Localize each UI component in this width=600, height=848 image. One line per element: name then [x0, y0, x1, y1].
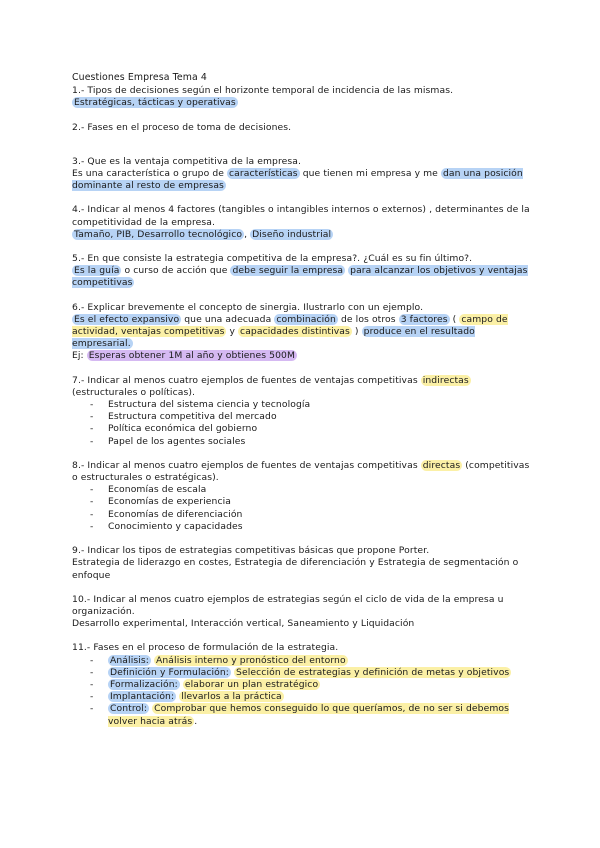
- question-7: 7.- Indicar al menos cuatro ejemplos de fuentes de ventajas competitivas indirectas (estructurales o políticas).: [72, 374, 469, 398]
- answer-6-highlight-5: capacidades distintivas: [240, 326, 350, 338]
- document-title: Cuestiones Empresa Tema 4: [72, 72, 207, 83]
- answer-6-highlight-3: 3 factores: [400, 313, 448, 325]
- answer-6-highlight-6: produce en el resultado empresarial.: [72, 326, 475, 350]
- phase-label: Formalización:: [110, 678, 178, 690]
- answer-3: Es una característica o grupo de características que tienen mi empresa y me dan una posición dominante al resto de empresas: [72, 168, 523, 192]
- list-8: [72, 484, 532, 533]
- phase-label: Control:: [110, 703, 148, 715]
- list-item: - Política económica del gobierno: [90, 423, 532, 435]
- phase-label: Implantación:: [110, 691, 175, 703]
- question-6: 6.- Explicar brevemente el concepto de sinergia. Ilustrarlo con un ejemplo.: [72, 301, 424, 313]
- question-11: 11.- Fases en el proceso de formulación de la estrategia.: [72, 642, 339, 654]
- answer-3-highlight-1: características: [229, 168, 298, 180]
- answer-6-highlight-2: combinación: [276, 313, 336, 325]
- question-9: 9.- Indicar los tipos de estrategias competitivas básicas que propone Porter.: [72, 545, 430, 557]
- list-item: - Control: Comprobar que hemos conseguido lo que queríamos, de no ser si debemos volver hacia atrás .: [90, 703, 532, 727]
- document-page: [72, 72, 532, 728]
- answer-5-highlight-3: para alcanzar los objetivos y ventajas competitivas: [72, 265, 528, 289]
- answer-3-highlight-2: dan una posición dominante al resto de empresas: [72, 168, 523, 192]
- list-item: [90, 667, 532, 679]
- answer-4-highlight-1: Tamaño, PIB, Desarrollo tecnológico: [74, 228, 243, 240]
- answer-1: [72, 97, 532, 109]
- answer-6-highlight-4: campo de actividad, ventajas competitivas: [72, 313, 508, 338]
- phase-text: Análisis interno y pronóstico del entorno: [156, 654, 346, 666]
- question-4: 4.- Indicar al menos 4 factores (tangibles o intangibles internos o externos) , determinantes de la competitividad de la empresa.: [72, 204, 530, 228]
- list-7: [72, 399, 532, 448]
- phase-text: llevarlos a la práctica: [181, 691, 282, 703]
- list-item: - Economías de diferenciación: [90, 509, 532, 521]
- answer-5: Es la guía o curso de acción que debe seguir la empresa para alcanzar los objetivos y ventajas competitivas: [72, 265, 528, 289]
- list-item: - Papel de los agentes sociales: [90, 436, 532, 448]
- list-item: [90, 655, 532, 667]
- phase-text: elaborar un plan estratégico: [184, 678, 319, 690]
- answer-1-highlight: Estratégicas, tácticas y operativas: [74, 97, 236, 109]
- phase-text: Comprobar que hemos conseguido lo que queríamos, de no ser si debemos volver hacia atrás: [108, 703, 509, 727]
- answer-6: Es el efecto expansivo que una adecuada combinación de los otros 3 factores ( campo de actividad, ventajas competitivas y capacidades distintivas ) produce en el resultado empresarial.: [72, 313, 508, 350]
- answer-10: Desarrollo experimental, Interacción vertical, Saneamiento y Liquidación: [72, 618, 415, 630]
- list-11: [72, 655, 532, 728]
- list-item: - Economías de escala: [90, 484, 532, 496]
- question-8: 8.- Indicar al menos cuatro ejemplos de fuentes de ventajas competitivas directas (competitivas o estructurales o estratégicas).: [72, 459, 530, 484]
- question-7-highlight: indirectas: [422, 374, 469, 386]
- question-5: 5.- En que consiste la estrategia competitiva de la empresa?. ¿Cuál es su fin último?.: [72, 253, 473, 265]
- answer-4-highlight-2: Diseño industrial: [252, 228, 332, 240]
- answer-6-highlight-1: Es el efecto expansivo: [74, 313, 180, 325]
- list-item: - Estructura competitiva del mercado: [90, 411, 532, 423]
- list-item: - Economías de experiencia: [90, 496, 532, 508]
- answer-9: Estrategia de liderazgo en costes, Estrategia de diferenciación y Estrategia de segmentación o enfoque: [72, 557, 519, 581]
- example-6-highlight: Esperas obtener 1M al año y obtienes 500M: [88, 350, 296, 362]
- question-10: 10.- Indicar al menos cuatro ejemplos de estrategias según el ciclo de vida de la empresa u organización.: [72, 593, 504, 617]
- question-1: 1.- Tipos de decisiones según el horizonte temporal de incidencia de las mismas.: [72, 85, 454, 97]
- answer-4: Tamaño, PIB, Desarrollo tecnológico , Diseño industrial: [74, 228, 332, 240]
- answer-5-highlight-1: Es la guía: [74, 265, 120, 277]
- phase-text: Selección de estrategias y definición de metas y objetivos: [236, 666, 510, 678]
- list-item: - Estructura del sistema ciencia y tecnología: [90, 399, 532, 411]
- example-6: Ej: Esperas obtener 1M al año y obtienes 500M: [72, 350, 296, 362]
- list-item: - Conocimiento y capacidades: [90, 521, 532, 533]
- phase-label: Definición y Formulación:: [110, 666, 230, 678]
- list-item: [90, 679, 532, 691]
- list-item: [90, 691, 532, 703]
- phase-label: Análisis:: [110, 654, 149, 666]
- question-3: 3.- Que es la ventaja competitiva de la empresa.: [72, 155, 302, 167]
- question-8-highlight: directas: [422, 459, 461, 471]
- answer-5-highlight-2: debe seguir la empresa: [232, 265, 344, 277]
- question-2: 2.- Fases en el proceso de toma de decisiones.: [72, 121, 292, 133]
